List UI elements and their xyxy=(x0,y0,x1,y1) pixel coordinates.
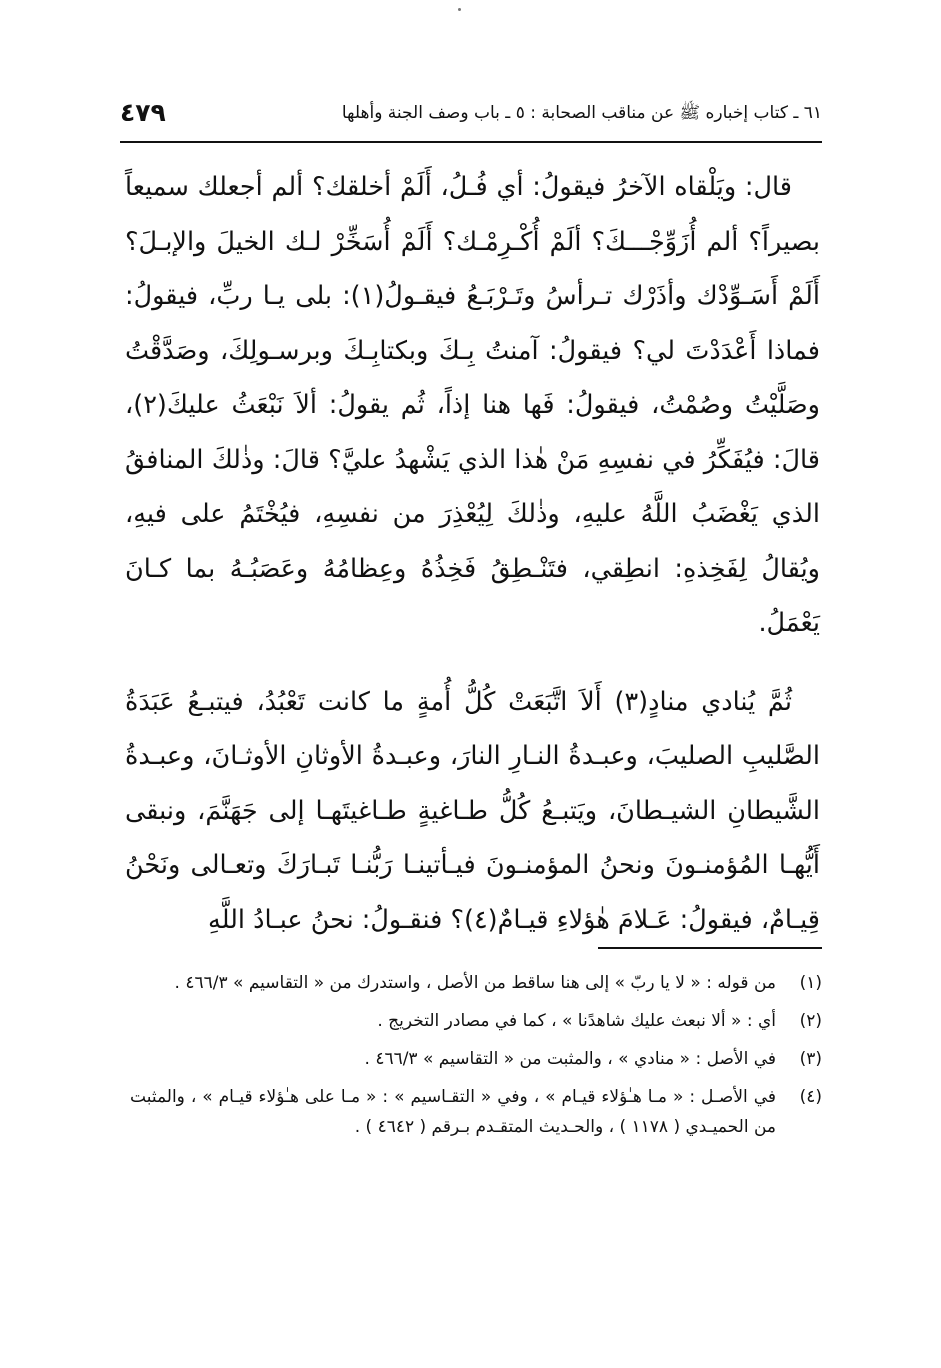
footnote-mark: (٢) xyxy=(799,1011,822,1031)
footnotes xyxy=(130,968,822,1150)
footnote xyxy=(130,1082,822,1142)
footnote xyxy=(130,968,822,998)
main-text xyxy=(125,160,820,947)
footnote xyxy=(130,1044,822,1074)
scan-speck xyxy=(458,8,461,11)
footnote-text: من قوله : « لا يا ربّ » إلى هنا ساقط من الأصل ، واستدرك من « التقاسيم » ٤٦٦/٣ . xyxy=(174,973,776,993)
header-rule xyxy=(120,141,822,143)
paragraph: قال: ويَلْقاه الآخرُ فيقولُ: أي فُـلُ، أَلَمْ أخلقك؟ ألم أجعلك سميعاً بصيراً؟ ألم أُزَوِّجْـــكَ؟ ألَمْ أُكْـرِمْـك؟ أَلَمْ أُسَخِّرْ لـك الخيلَ والإبـلَ؟ أَلَمْ أَسَـوِّدْك وأذَرْك تـرأسُ وتَـرْبَـعُ فيقـولُ(١): بلى يـا ربِّ، فيقولُ: فماذا أَعْدَدْتَ لي؟ فيقولُ: آمنتُ بِـكَ وبكتابِـكَ وبرسـولِكَ، وصَدَّقْتُ وصَلَّيْتُ وصُمْتُ، فيقولُ: فَها هنا إذاً، ثُم يقولُ: ألاَ نَبْعَثُ عليكَ(٢)، قالَ: فيُفَكِّرُ في نفسِهِ مَنْ هٰذا الذي يَشْهدُ عليَّ؟ قالَ: وذٰلكَ المنافقُ الذي يَغْضَبُ اللَّهُ عليهِ، وذٰلكَ لِيُعْذِرَ من نفسِهِ، فيُخْتَمُ على فيهِ، ويُقالُ لِفَخِذهِ: انطِقي، فتَنْـطِقُ فَخِذُهُ وعِظامُهُ وعَصَبُـهُ بما كـانَ يَعْمَلُ. xyxy=(125,172,820,638)
footnote-mark: (٤) xyxy=(799,1087,822,1107)
footnote xyxy=(130,1006,822,1036)
running-head: ٦١ ـ كتاب إخباره ﷺ عن مناقب الصحابة : ٥ ـ باب وصف الجنة وأهلها xyxy=(341,103,822,123)
footnote-text: في الأصـل : « مـا هـٰؤلاء قيـام » ، وفي « التقـاسيم » : « مـا على هـٰؤلاء قيـام » ، والمثبت من الحميـدي ( ١١٧٨ ) ، والحـديث المتقـدم بـرقم ( ٤٦٤٢ ) . xyxy=(130,1087,776,1137)
footnote-mark: (١) xyxy=(799,973,822,993)
footnote-mark: (٣) xyxy=(799,1049,822,1069)
page-header xyxy=(120,98,822,138)
page-number: ٤٧٩ xyxy=(120,98,166,127)
footnote-rule xyxy=(598,947,822,949)
footnote-text: في الأصل : « منادي » ، والمثبت من « التقاسيم » ٤٦٦/٣ . xyxy=(364,1049,776,1069)
paragraph: ثُمَّ يُنادي منادٍ(٣) أَلاَ اتَّبَعَتْ كُلُّ أُمةٍ ما كانت تَعْبُدُ، فيتبـعُ عَبَدَةُ الصَّليبِ الصليبَ، وعبـدةُ النـارِ النارَ، وعبـدةُ الأوثانِ الأوثـانَ، وعبـدةُ الشَّيطانِ الشيـطانَ، ويَتبـعُ كُلُّ طـاغيةٍ طـاغيتَهـا إلى جَهَنَّمَ، ونبقى أَيُّهـا المُؤمنـونَ ونحنُ المؤمنـونَ فيـأتينـا رَبُّنـا تَبـارَكَ وتعـالى ونَحْنُ قِيـامٌ، فيقولُ: عَـلامَ هٰؤلاءِ قيـامٌ(٤)؟ فنقـولُ: نحنُ عبـادُ اللَّهِ xyxy=(125,686,820,935)
footnote-text: أي : « ألا نبعث عليك شاهدًنا » ، كما في مصادر التخريج . xyxy=(377,1011,776,1031)
